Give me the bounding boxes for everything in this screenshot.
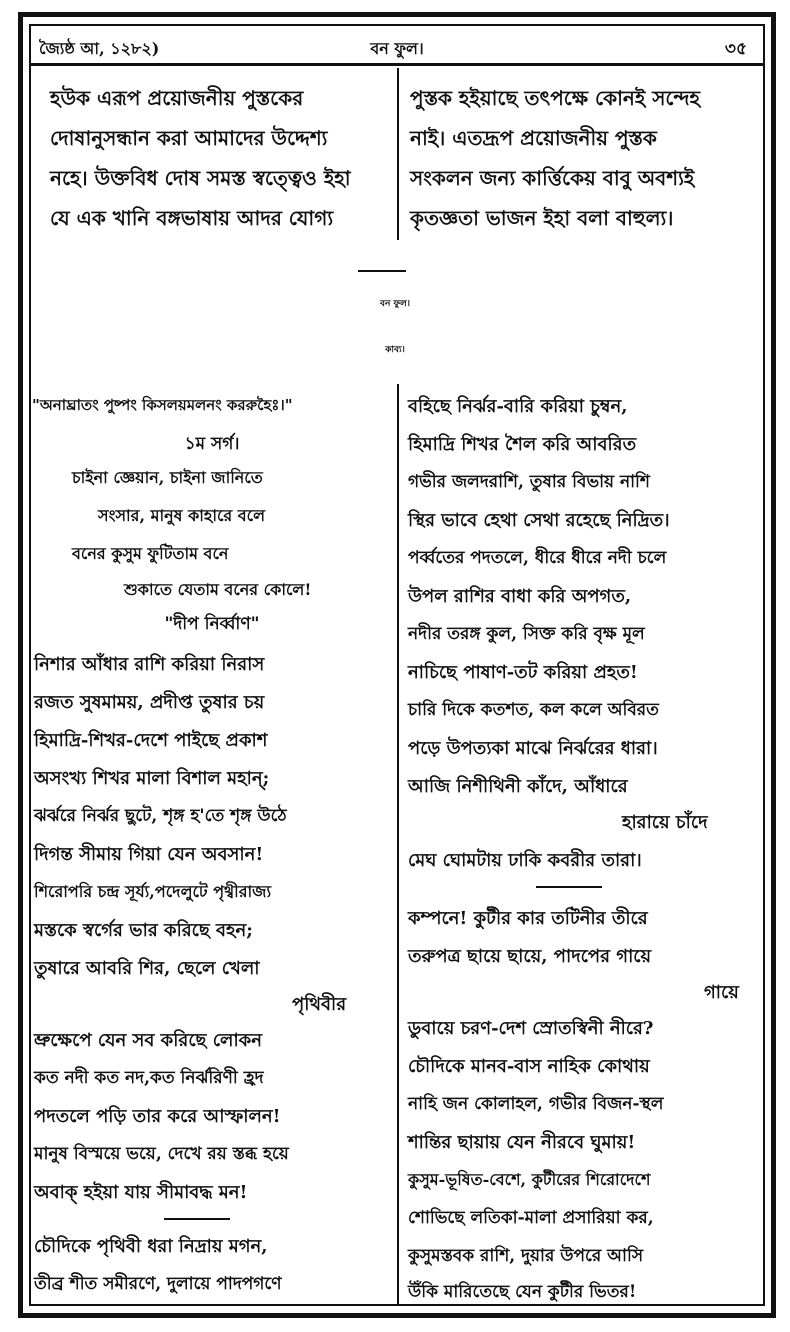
text-line: সংকলন জন্য কার্ত্তিকেয় বাবু অবশ্যই bbox=[410, 166, 695, 190]
text-line: নাচিছে পাষাণ-তট করিয়া প্রহত! bbox=[408, 662, 638, 683]
text-line: তীব্র শীত সমীরণে, দুলায়ে পাদপগণে bbox=[34, 1274, 282, 1294]
text-line: শিরোপরি চন্দ্র সূর্য্য,পদেলুটে পৃথ্বীরাজ্য bbox=[34, 882, 272, 901]
text-line: গায়ে bbox=[704, 982, 739, 1003]
text-line: হারায়ে চাঁদে bbox=[622, 812, 708, 833]
text-line: হউক এরূপ প্রয়োজনীয় পুস্তকের bbox=[50, 86, 304, 110]
text-line: কত নদী কত নদ,কত নির্ঝরিণী হ্রদ bbox=[34, 1068, 264, 1088]
page-number: ৩৫ bbox=[724, 39, 747, 59]
text-line: তরুপত্র ছায়ে ছায়ে, পাদপের গায়ে bbox=[408, 946, 652, 967]
text-line: মানুষ বিস্ময়ে ভয়ে, দেখে রয় স্তব্ধ হয়ে bbox=[34, 1144, 289, 1164]
text-line: নিশার আঁধার রাশি করিয়া নিরাস bbox=[34, 654, 265, 675]
text-line: পদতলে পড়ি তার করে আস্ফালন! bbox=[34, 1106, 281, 1127]
text-line: নাই। এতদ্রূপ প্রয়োজনীয় পুস্তক bbox=[410, 126, 657, 150]
text-line: বনের কুসুম ফুটিতাম বনে bbox=[72, 544, 229, 563]
text-line: নহে। উক্তবিধ দোষ সমস্ত স্বত্ত্বেও ইহা bbox=[50, 166, 351, 190]
text-line: অবাক্ হইয়া যায় সীমাবদ্ধ মন! bbox=[34, 1182, 248, 1203]
text-line: কুসুমস্তবক রাশি, দুয়ার উপরে আসি bbox=[408, 1246, 644, 1266]
text-line: রজত সুষমাময়, প্রদীপ্ত তুষার চয় bbox=[34, 692, 265, 713]
text-line: চারি দিকে কতশত, কল কলে অবিরত bbox=[408, 700, 659, 720]
header-issue: জ্যৈষ্ঠ আ, ১২৮২) bbox=[39, 39, 160, 58]
canto-heading: ১ম সর্গ। bbox=[184, 434, 240, 454]
text-line: শুকাতে যেতাম বনের কোলে! bbox=[124, 580, 312, 599]
top-column-divider bbox=[397, 68, 399, 240]
running-header bbox=[31, 26, 763, 66]
text-line: ঝর্ঝরে নির্ঝর ছুটে, শৃঙ্গ হ'তে শৃঙ্গ উঠে bbox=[34, 806, 287, 826]
text-line: নাহি জন কোলাহল, গভীর বিজন-স্থল bbox=[408, 1094, 664, 1114]
text-line: পুস্তক হইয়াছে তৎপক্ষে কোনই সন্দেহ bbox=[410, 86, 701, 110]
poem-column-divider bbox=[397, 384, 399, 1306]
text-line: সংসার, মানুষ কাহারে বলে bbox=[98, 506, 266, 525]
poem-subtitle: কাব্য। bbox=[385, 345, 405, 355]
text-line: দিগন্ত সীমায় গিয়া যেন অবসান! bbox=[34, 844, 264, 865]
text-line: কৃতজ্ঞতা ভাজন ইহা বলা বাহুল্য। bbox=[410, 206, 674, 230]
text-line: যে এক খানি বঙ্গভাষায় আদর যোগ্য bbox=[50, 206, 334, 230]
text-line: মেঘ ঘোমটায় ঢাকি কবরীর তারা। bbox=[408, 850, 642, 871]
text-line: পড়ে উপত্যকা মাঝে নির্ঝরের ধারা। bbox=[408, 738, 658, 759]
text-line: কুসুম-ভূষিত-বেশে, কুটীরের শিরোদেশে bbox=[408, 1170, 651, 1189]
text-line: ডুবায়ে চরণ-দেশ স্রোতস্বিনী নীরে? bbox=[408, 1018, 654, 1039]
header-title: বন ফুল। bbox=[370, 39, 424, 58]
stanza-separator bbox=[536, 886, 602, 888]
stanza-separator bbox=[164, 1218, 230, 1220]
section-separator bbox=[358, 270, 406, 272]
text-line: শোভিছে লতিকা-মালা প্রসারিয়া কর, bbox=[408, 1208, 654, 1228]
text-line: নদীর তরঙ্গ কুল, সিক্ত করি বৃক্ষ মূল bbox=[408, 624, 645, 644]
section-heading: "দীপ নির্ব্বাণ" bbox=[164, 614, 260, 634]
text-line: কম্পনে! কুটীর কার তটিনীর তীরে bbox=[408, 908, 648, 929]
text-line: তুষারে আবরি শির, ছেলে খেলা bbox=[34, 958, 260, 979]
text-line: হিমাদ্রি শিখর শৈল করি আবরিত bbox=[408, 434, 637, 455]
text-line: চৌদিকে পৃথিবী ধরা নিদ্রায় মগন, bbox=[34, 1236, 268, 1257]
poem-title: বন ফুল। bbox=[379, 299, 411, 309]
text-line: আজি নিশীথিনী কাঁদে, আঁধারে bbox=[408, 776, 628, 797]
text-line: হিমাদ্রি-শিখর-দেশে পাইছে প্রকাশ bbox=[34, 730, 268, 751]
text-line: ভ্রুক্ষেপে যেন সব করিছে লোকন bbox=[34, 1030, 263, 1051]
text-line: পৃথিবীর bbox=[292, 994, 347, 1015]
text-line: শান্তির ছায়ায় যেন নীরবে ঘুমায়! bbox=[408, 1132, 636, 1153]
text-line: চাইনা জ্ঞেয়ান, চাইনা জানিতে bbox=[72, 468, 263, 487]
text-line: মস্তকে স্বর্গের ভার করিছে বহন; bbox=[34, 920, 253, 941]
text-line: চৌদিকে মানব-বাস নাহিক কোথায় bbox=[408, 1056, 650, 1077]
text-line: উঁকি মারিতেছে যেন কুটীর ভিতর! bbox=[408, 1282, 637, 1302]
text-line: স্থির ভাবে হেথা সেথা রহেছে নিদ্রিত। bbox=[408, 510, 670, 531]
text-line: গভীর জলদরাশি, তুষার বিভায় নাশি bbox=[408, 472, 650, 492]
text-line: দোষানুসন্ধান করা আমাদের উদ্দেশ্য bbox=[50, 126, 328, 150]
text-line: উপল রাশির বাধা করি অপগত, bbox=[408, 586, 632, 607]
text-line: অসংখ্য শিখর মালা বিশাল মহান্; bbox=[34, 768, 270, 789]
text-line: পর্ব্বতের পদতলে, ধীরে ধীরে নদী চলে bbox=[408, 548, 667, 568]
text-line: বহিছে নির্ঝর-বারি করিয়া চুম্বন, bbox=[408, 396, 628, 417]
epigraph: "অনাঘ্রাতং পুষ্পং কিসলয়মলনং কররুহৈঃ।" bbox=[32, 396, 293, 414]
